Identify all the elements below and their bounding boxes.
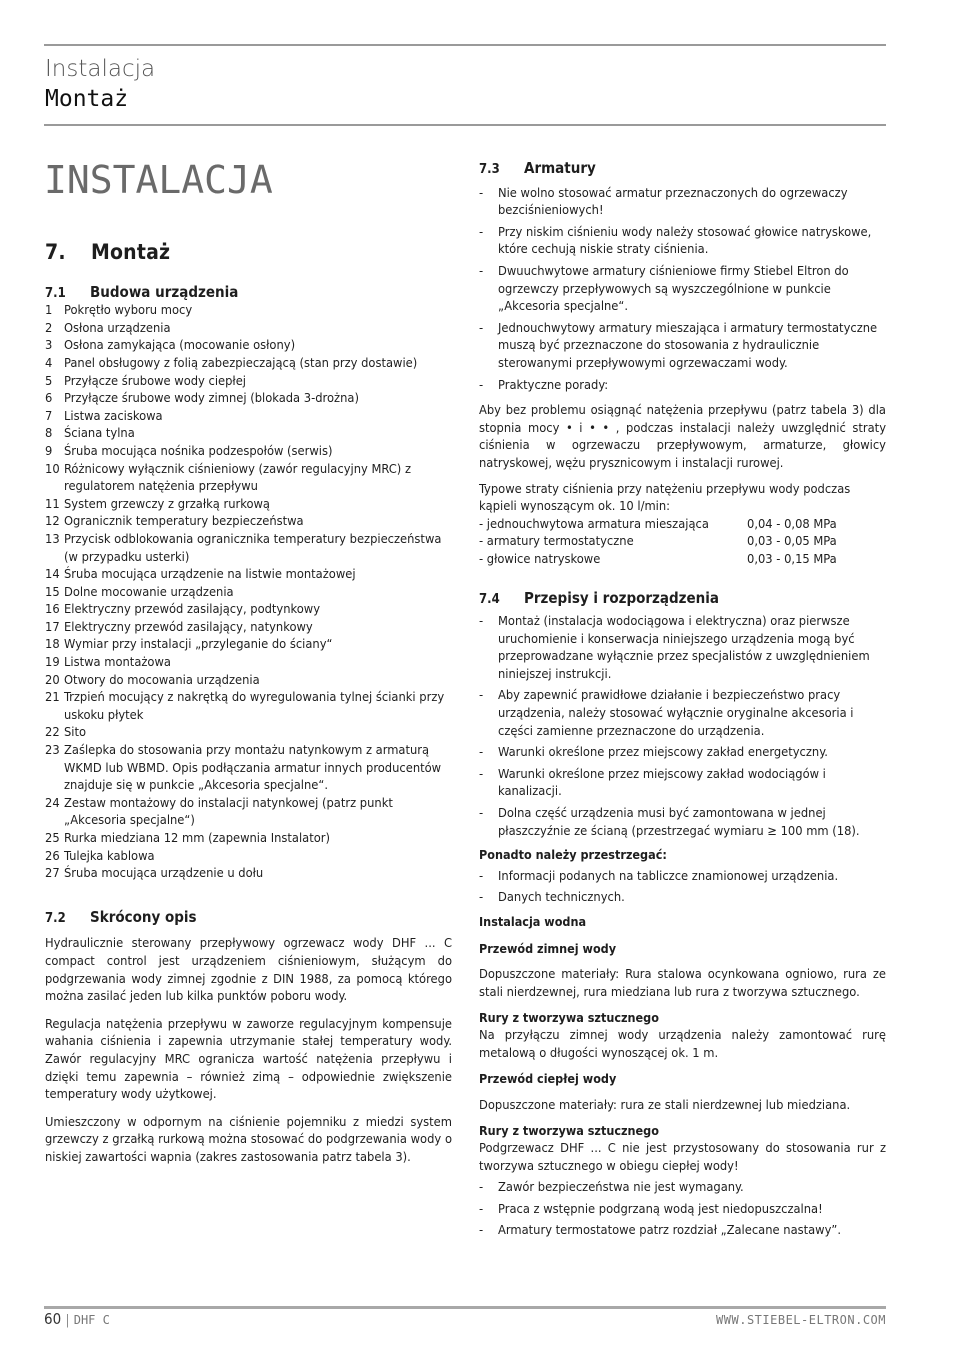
heading-number: 7.3 [479,162,500,177]
list-item [45,724,452,742]
item-number: 2 [45,320,53,336]
list-item [45,443,452,461]
fittings-list [479,185,886,395]
item-text: Panel obsługowy z folią zabezpieczającą (stan przy dostawie) [64,355,418,371]
item-number: 14 [45,567,60,583]
list-item [45,320,452,338]
item-text: Osłona urządzenia [64,320,171,336]
list-item: - Praktyczne porady: [479,377,886,395]
item-number: 3 [45,338,53,354]
header-rule [44,124,886,126]
item-number: 7 [45,408,53,424]
list-item [45,601,452,619]
paragraph: Dopuszczone materiały: rura ze stali nierdzewnej lub miedziana. [479,1097,851,1113]
item-number: 11 [45,496,60,512]
heading-title: Skrócony opis [90,907,197,926]
item-number: 4 [45,355,53,371]
list-item [45,390,452,408]
list-item: - Warunki określone przez miejscowy zakład wodociągów i kanalizacji. [479,766,886,801]
list-item [45,584,452,602]
item-number: 17 [45,619,60,635]
item-number: 16 [45,602,60,618]
paragraph: Aby bez problemu osiągnąć natężenia przepływu (patrz tabela 3) dla stopnia mocy • i • • , podczas instalacji należy uwzględnić straty ciśnienia w ogrzewaczu przepływowym, armaturze, głowicy natryskowej, wężu prysznicowym i instalacji rurowej. [479,403,886,471]
item-number: 18 [45,637,60,653]
paragraph: Na przyłączu zimnej wody urządzenia należy zamontować rurę metalową o długości wynoszącej ok. 1 m. [479,1027,886,1061]
list-item: - Dolna część urządzenia musi być zamontowana w jednej płaszczyźnie ze ścianą (przestrzegać wymiaru ≥ 100 mm (18). [479,805,886,840]
section-heading-7 [45,240,452,264]
list-item [45,373,452,391]
list-item: - Jednouchwytowy armatury mieszająca i armatury termostatyczne muszą być przeznaczone do stosowania z hydraulicznie sterowanymi przepływowymi ogrzewaczami wody. [479,320,886,373]
item-text: Osłona zamykająca (mocowanie osłony) [64,338,296,354]
item-number: 26 [45,848,60,864]
top-rule [44,44,886,46]
item-text: Śruba mocująca urządzenie na listwie montażowej [64,567,356,583]
list-item: - Zawór bezpieczeństwa nie jest wymagany. [479,1179,886,1197]
pressure-loss-table [479,516,837,569]
parts-list [45,302,452,883]
list-item [45,302,452,320]
heading-7-3 [479,160,886,179]
list-item: - Dwuuchwytowe armatury ciśnieniowe firmy Stiebel Eltron do ogrzewczy przepływowych są wyszczególnione w punkcie „Akcesoria specjalne“. [479,263,886,316]
paragraph: Umieszczony w odpornym na ciśnienie pojemniku z miedzi system grzewczy z grzałką rurkową można stosować do podgrzewania wody o niskiej zawartości wapnia (zakres zastosowania patrz tabela 3). [45,1114,452,1165]
list-item [45,496,452,514]
list-item [45,689,452,724]
item-number: 24 [45,795,60,811]
page-number: 60 [44,1310,62,1328]
footer-page-info [44,1310,110,1328]
list-item: - Danych technicznych. [479,889,886,907]
item-text: Przyłącze śrubowe wody ciepłej [64,373,246,389]
item-text: Otwory do mocowania urządzenia [64,672,260,688]
item-text: Trzpień mocujący z nakrętką do wyregulowania tylnej ścianki przy uskoku płytek [64,690,445,723]
item-number: 6 [45,391,53,407]
item-number: 1 [45,303,53,319]
paragraph: Hydraulicznie sterowany przepływowy ogrzewacz wody DHF ... C compact control jest urządzeniem ciśnieniowym, służącym do podgrzewania wody zimnej zgodnie z DIN 1988, za pomocą którego można zasilać jeden lub kilka punktów poboru wody. [45,936,452,1005]
product-name: DHF C [73,1313,110,1327]
item-text: Elektryczny przewód zasilający, podtynkowy [64,602,321,618]
list-item [45,566,452,584]
list-item: - Nie wolno stosować armatur przeznaczonych do ogrzewaczy bezciśnieniowych! [479,185,886,220]
final-list [479,1179,886,1240]
table-row [479,516,837,534]
footer-separator: | [65,1313,70,1328]
paragraph: Typowe straty ciśnienia przy natężeniu przepływu wody podczas kąpieli wynoszącym ok. 10 l/min: [479,481,851,515]
heading-number: 7.1 [45,285,66,301]
right-column [479,160,886,1244]
table-cell: - głowice natryskowe [479,551,601,567]
also-list [479,868,886,907]
item-number: 25 [45,831,60,846]
section-title: Montaż [91,240,171,264]
subheading: Rury z tworzywa sztucznego [479,1123,659,1139]
item-number: 27 [45,866,60,882]
item-text: Pokrętło wyboru mocy [64,303,193,319]
subheading: Instalacja wodna [479,913,587,929]
list-item: - Informacji podanych na tabliczce znamionowej urządzenia. [479,868,886,886]
heading-number: 7.2 [45,910,66,926]
heading-title: Armatury [524,159,596,177]
item-text: Listwa zaciskowa [64,408,163,424]
table-row [479,551,837,569]
header-subtitle: Montaż [45,86,129,112]
table-cell: - armatury termostatyczne [479,534,634,550]
table-cell: 0,04 - 0,08 MPa [747,516,837,532]
list-item: - Aby zapewnić prawidłowe działanie i bezpieczeństwo pracy urządzenia, należy stosować wyłącznie oryginalne akcesoria i części zamienne przeznaczone do urządzenia. [479,687,886,740]
item-number: 13 [45,531,60,547]
item-number: 23 [45,743,60,759]
heading-number: 7.4 [479,592,500,608]
regulations-list [479,613,886,840]
list-item [45,408,452,426]
item-number: 8 [45,426,53,442]
table-cell: 0,03 - 0,05 MPa [747,534,837,550]
subheading: Przewód ciepłej wody [479,1071,617,1087]
item-text: Dolne mocowanie urządzenia [64,584,234,600]
paragraph: Dopuszczone materiały: Rura stalowa ocynkowana ogniowo, rura ze stali nierdzewnej, rura miedziana lub rura z tworzywa sztucznego. [479,967,886,1000]
list-item [45,425,452,443]
table-cell: 0,03 - 0,15 MPa [747,551,837,567]
list-item: - Praca z wstępnie podgrzaną wodą jest niedopuszczalna! [479,1201,886,1219]
paragraph: Regulacja natężenia przepływu w zaworze regulacyjnym kompensuje wahania ciśnienia i zapewnia utrzymanie stałej temperatury wody. Zawór regulacyjny MRC ogranicza wartość natężenia przepływu i dzięki temu zapewnia – również zimą – odpowiednie zwiększenie temperatury wody użytkowej. [45,1016,452,1103]
item-number: 21 [45,690,60,706]
header-category: Instalacja [45,56,156,82]
item-text: Elektryczny przewód zasilający, natynkowy [64,619,313,635]
table-cell: - jednouchwytowa armatura mieszająca [479,516,709,532]
left-column [45,240,452,1167]
list-item: - Armatury termostatowe patrz rozdział „Zalecane nastawy”. [479,1222,886,1240]
list-item [45,654,452,672]
list-item: - Przy niskim ciśnieniu wody należy stosować głowice natryskowe, które cechują niskie straty ciśnienia. [479,224,886,259]
list-item: - Warunki określone przez miejscowy zakład energetyczny. [479,744,886,762]
subheading: Ponadto należy przestrzegać: [479,847,667,863]
item-text: Listwa montażowa [64,655,171,671]
list-item [45,355,452,373]
item-number: 12 [45,514,60,530]
item-text: Zestaw montażowy do instalacji natynkowej (patrz punkt „Akcesoria specjalne“) [64,795,393,829]
page-title: INSTALACJA [44,158,273,202]
item-text: Sito [64,725,87,741]
item-text: Ogranicznik temperatury bezpieczeństwa [64,514,304,530]
list-item [45,513,452,531]
item-text: Śruba mocująca urządzenie u dołu [64,866,264,882]
list-item [45,830,452,848]
paragraph: Podgrzewacz DHF ... C nie jest przystosowany do stosowania rur z tworzywa sztucznego w obiegu ciepłej wody! [479,1140,886,1174]
heading-7-4 [479,590,886,609]
item-number: 15 [45,584,60,600]
item-text: Przycisk odblokowania ogranicznika temperatury bezpieczeństwa (w przypadku usterki) [64,531,442,565]
item-number: 9 [45,443,53,459]
list-item [45,672,452,690]
item-number: 20 [45,672,60,688]
item-number: 22 [45,725,60,741]
footer-url: WWW.STIEBEL-ELTRON.COM [716,1313,886,1327]
item-text: Tulejka kablowa [64,848,155,864]
table-row [479,533,837,551]
list-item [45,865,452,883]
list-item [45,531,452,566]
section-number: 7. [45,240,66,264]
item-text: Wymiar przy instalacji „przyleganie do ściany“ [64,637,333,653]
item-text: Przyłącze śrubowe wody zimnej (blokada 3-drożna) [64,391,359,407]
item-text: Zaślepka do stosowania przy montażu natynkowym z armaturą WKMD lub WBMD. Opis podłączania armatur innych producentów znajduje się w punkcie „Akcesoria specjalne“. [64,743,442,794]
list-item [45,461,452,496]
item-text: Ściana tylna [64,426,135,442]
list-item: - Montaż (instalacja wodociągowa i elektryczna) oraz pierwsze uruchomienie i konserwacja niniejszego urządzenia mogą być przeprowadzane wyłącznie przez specjalistów z uwzględnieniem niniejszej instrukcji. [479,613,886,683]
item-number: 5 [45,373,53,389]
item-text: Rurka miedziana 12 mm (zapewnia Instalator) [64,831,331,846]
list-item [45,337,452,355]
list-item [45,742,452,795]
footer-rule [44,1306,886,1309]
heading-title: Przepisy i rozporządzenia [524,589,720,608]
item-text: Różnicowy wyłącznik ciśnieniowy (zawór regulacyjny MRC) z regulatorem natężenia przepływu [64,461,411,495]
item-text: Śruba mocująca nośnika podzespołów (serwis) [64,443,333,459]
list-item [45,619,452,637]
subheading: Przewód zimnej wody [479,940,617,956]
heading-7-2 [45,909,452,928]
item-text: System grzewczy z grzałką rurkową [64,496,270,512]
list-item [45,636,452,654]
list-item [45,848,452,866]
heading-7-1 [45,284,452,303]
item-number: 19 [45,655,60,671]
list-item [45,795,452,830]
heading-title: Budowa urządzenia [90,282,239,301]
item-number: 10 [45,461,60,477]
subheading: Rury z tworzywa sztucznego [479,1010,659,1026]
